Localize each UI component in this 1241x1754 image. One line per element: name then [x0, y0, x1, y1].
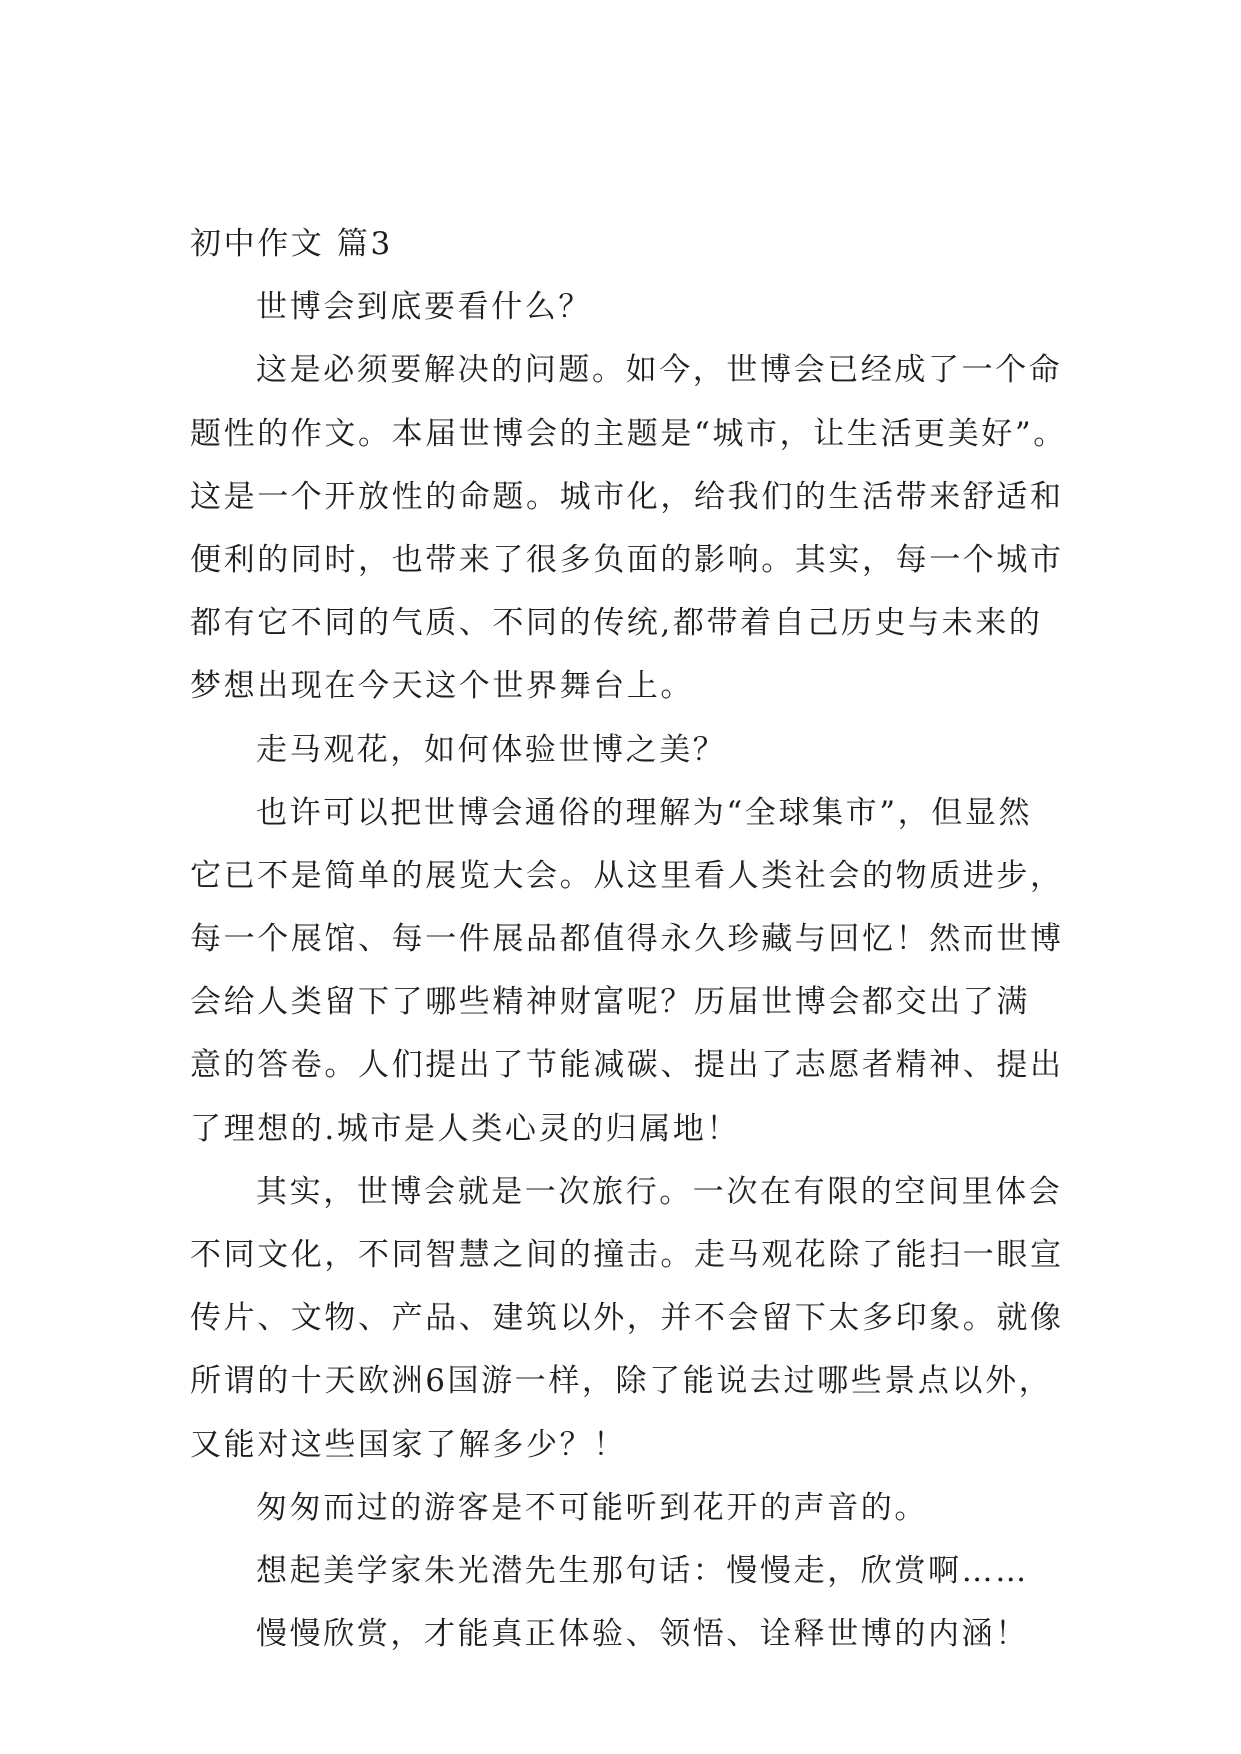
essay-body [190, 213, 1070, 1666]
essay-line: 梦想出现在今天这个世界舞台上。 [190, 668, 694, 705]
essay-line: 不同文化，不同智慧之间的撞击。走马观花除了能扫一眼宣 [190, 1237, 1064, 1273]
essay-line: 每一个展馆、每一件展品都值得永久珍藏与回忆！然而世博 [190, 921, 1064, 958]
essay-line: 都有它不同的气质、不同的传统,都带着自己历史与未来的 [190, 605, 1043, 642]
essay-line: 慢慢欣赏，才能真正体验、领悟、诠释世博的内涵！ [256, 1616, 1029, 1653]
essay-line: 其实，世博会就是一次旅行。一次在有限的空间里体会 [256, 1173, 1063, 1210]
essay-line: 世博会到底要看什么？ [256, 289, 592, 326]
essay-line: 便利的同时，也带来了很多负面的影响。其实，每一个城市 [190, 541, 1064, 578]
essay-line: 传片、文物、产品、建筑以外，并不会留下太多印象。就像 [190, 1300, 1064, 1337]
essay-line: 匆匆而过的游客是不可能听到花开的声音的。 [256, 1489, 928, 1526]
essay-line: 又能对这些国家了解多少？！ [190, 1426, 627, 1463]
essay-line: 想起美学家朱光潜先生那句话：慢慢走，欣赏啊…… [256, 1552, 1029, 1589]
essay-heading: 初中作文 篇3 [190, 226, 393, 262]
essay-line: 这是必须要解决的问题。如今，世博会已经成了一个命 [256, 352, 1063, 389]
essay-line: 题性的作文。本届世博会的主题是“城市，让生活更美好”。 [190, 415, 1067, 452]
essay-line: 了理想的.城市是人类心灵的归属地！ [190, 1110, 741, 1147]
essay-line: 会给人类留下了哪些精神财富呢？历届世博会都交出了满 [190, 984, 1030, 1021]
essay-line: 走马观花，如何体验世博之美？ [256, 731, 727, 768]
essay-line: 也许可以把世博会通俗的理解为“全球集市”，但显然 [256, 794, 1033, 831]
essay-line: 意的答卷。人们提出了节能减碳、提出了志愿者精神、提出 [190, 1047, 1064, 1084]
essay-line: 这是一个开放性的命题。城市化，给我们的生活带来舒适和 [190, 478, 1064, 515]
essay-line: 它已不是简单的展览大会。从这里看人类社会的物质进步， [190, 857, 1064, 894]
essay-line: 所谓的十天欧洲6国游一样，除了能说去过哪些景点以外， [190, 1363, 1053, 1400]
